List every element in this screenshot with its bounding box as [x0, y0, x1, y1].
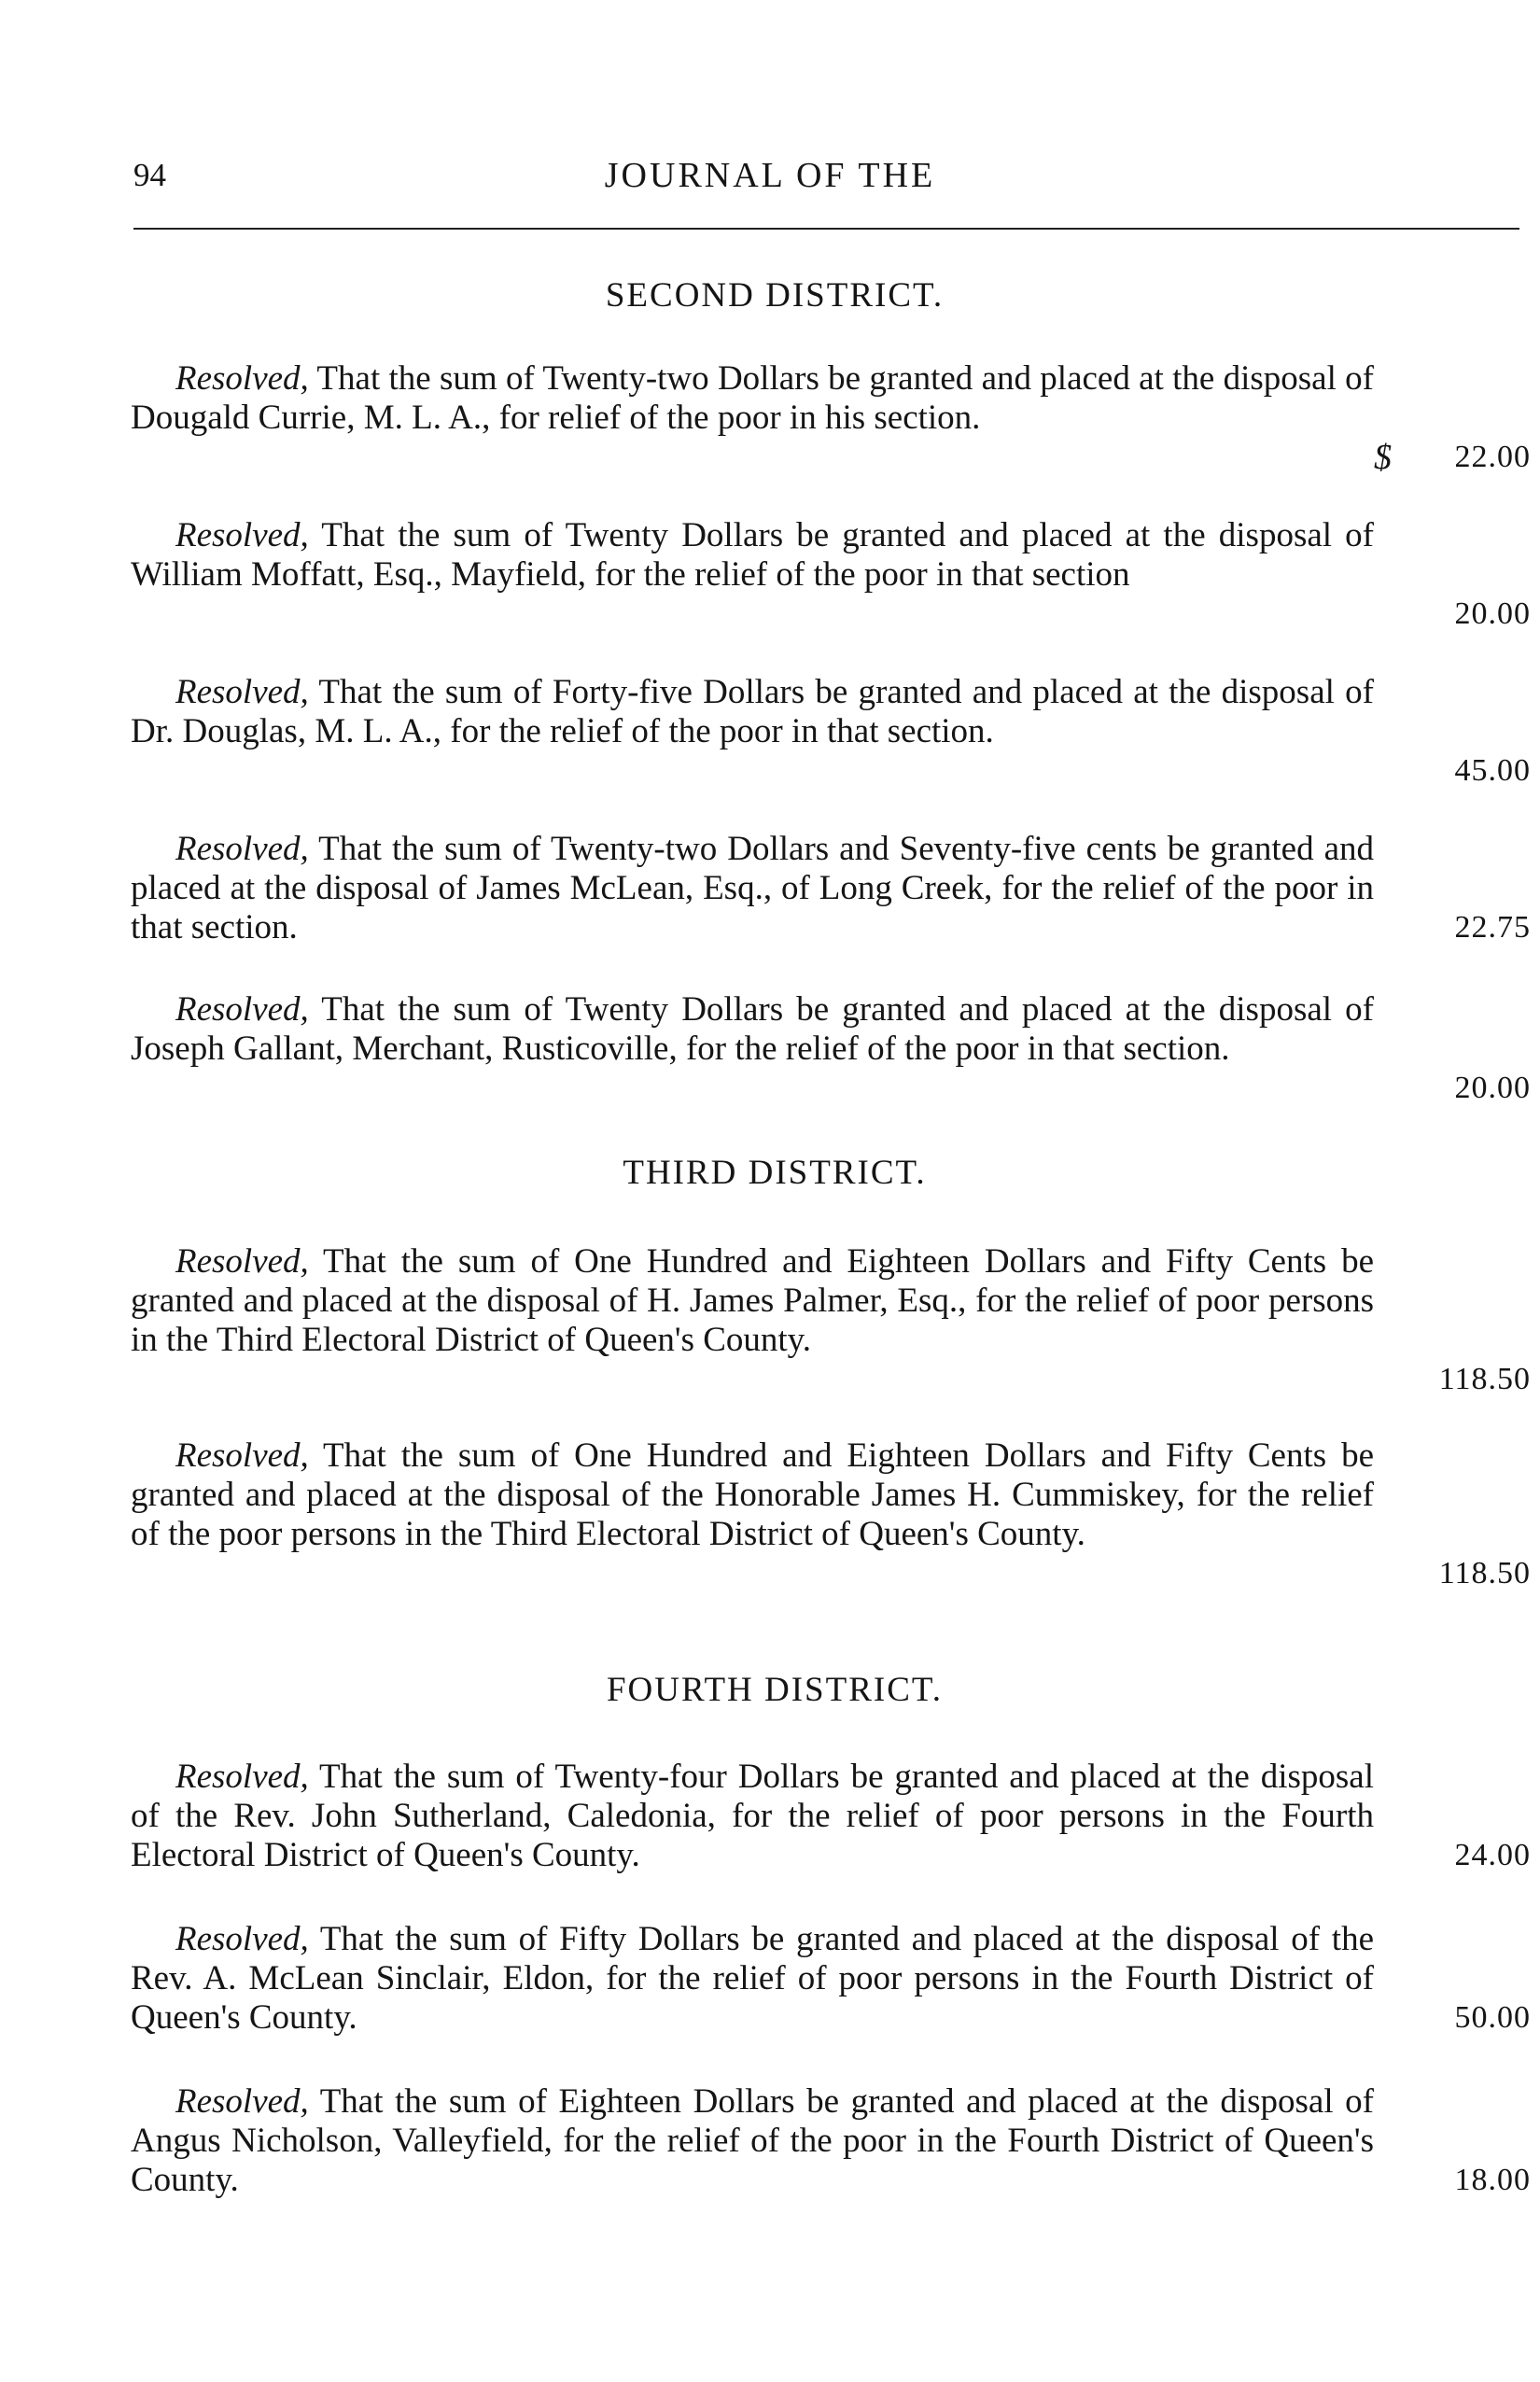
resolution-text: That the sum of Fifty Dollars be granted and placed at the disposal of the Rev. A. McLean Sinclair, Eldon, for the relief of poor persons in the Fourth District of Queen's County. [131, 1920, 1374, 2037]
resolution-paragraph [131, 1920, 1374, 2038]
dollar-sign: $ [1374, 438, 1392, 477]
resolution-text: That the sum of Twenty-four Dollars be granted and placed at the disposal of the Rev. John Sutherland, Caledonia, for the relief of poor persons in the Fourth Electoral District of Queen's County. [131, 1758, 1374, 1874]
resolution-text: That the sum of Eighteen Dollars be granted and placed at the disposal of Angus Nicholson, Valleyfield, for the relief of the poor in the Fourth District of Queen's County. [131, 2082, 1374, 2199]
resolution-text: That the sum of Forty-five Dollars be granted and placed at the disposal of Dr. Douglas, M. L. A., for the relief of the poor in that section. [131, 673, 1374, 750]
page-number: 94 [133, 157, 166, 193]
resolution-text: That the sum of Twenty-two Dollars be granted and placed at the disposal of Dougald Currie, M. L. A., for relief of the poor in his section. [131, 359, 1374, 437]
district-heading-second: SECOND DISTRICT. [605, 276, 945, 315]
resolved-lead: Resolved, [175, 2082, 309, 2121]
district-heading-third: THIRD DISTRICT. [623, 1154, 927, 1192]
resolution-paragraph [131, 1242, 1374, 1360]
resolved-lead: Resolved, [175, 1436, 309, 1475]
resolution-text: That the sum of Twenty Dollars be granted and placed at the disposal of William Moffatt, Esq., Mayfield, for the relief of the poor in that section [131, 516, 1374, 594]
resolution-paragraph [131, 990, 1374, 1069]
resolution-amount: 22.00 [1454, 440, 1531, 474]
resolution-text: That the sum of One Hundred and Eighteen Dollars and Fifty Cents be granted and placed at the disposal of H. James Palmer, Esq., for the relief of poor persons in the Third Electoral District of Queen's County. [131, 1242, 1374, 1359]
header-rule [133, 228, 1519, 230]
resolved-lead: Resolved, [175, 516, 309, 554]
resolution-amount: 20.00 [1454, 596, 1531, 631]
resolution-amount: 20.00 [1454, 1071, 1531, 1105]
district-heading-fourth: FOURTH DISTRICT. [606, 1671, 944, 1709]
resolved-lead: Resolved, [175, 1242, 309, 1281]
resolution-paragraph [131, 673, 1374, 751]
resolved-lead: Resolved, [175, 1758, 309, 1796]
resolution-amount: 118.50 [1438, 1362, 1531, 1396]
resolution-text: That the sum of One Hundred and Eighteen Dollars and Fifty Cents be granted and placed at the disposal of the Honorable James H. Cummiskey, for the relief of the poor persons in the Third Electoral District of Queen's County. [131, 1436, 1374, 1553]
resolution-paragraph [131, 1758, 1374, 1875]
resolved-lead: Resolved, [175, 830, 309, 868]
resolution-amount: 24.00 [1454, 1838, 1531, 1872]
resolution-paragraph [131, 359, 1374, 438]
resolution-amount: 118.50 [1438, 1556, 1531, 1590]
resolved-lead: Resolved, [175, 359, 309, 398]
resolution-paragraph [131, 1436, 1374, 1554]
resolution-paragraph [131, 2082, 1374, 2200]
running-title: JOURNAL OF THE [604, 156, 936, 195]
resolution-text: That the sum of Twenty Dollars be granted and placed at the disposal of Joseph Gallant, Merchant, Rusticoville, for the relief of the poor in that section. [131, 990, 1374, 1068]
resolution-paragraph [131, 516, 1374, 595]
resolution-paragraph [131, 830, 1374, 947]
resolution-amount: 50.00 [1454, 2000, 1531, 2035]
resolved-lead: Resolved, [175, 673, 309, 711]
resolved-lead: Resolved, [175, 1920, 309, 1958]
resolution-text: That the sum of Twenty-two Dollars and Seventy-five cents be granted and placed at the disposal of James McLean, Esq., of Long Creek, for the relief of the poor in that section. [131, 830, 1374, 946]
resolution-amount: 18.00 [1454, 2163, 1531, 2197]
resolved-lead: Resolved, [175, 990, 309, 1029]
resolution-amount: 45.00 [1454, 753, 1531, 788]
resolution-amount: 22.75 [1454, 910, 1531, 945]
